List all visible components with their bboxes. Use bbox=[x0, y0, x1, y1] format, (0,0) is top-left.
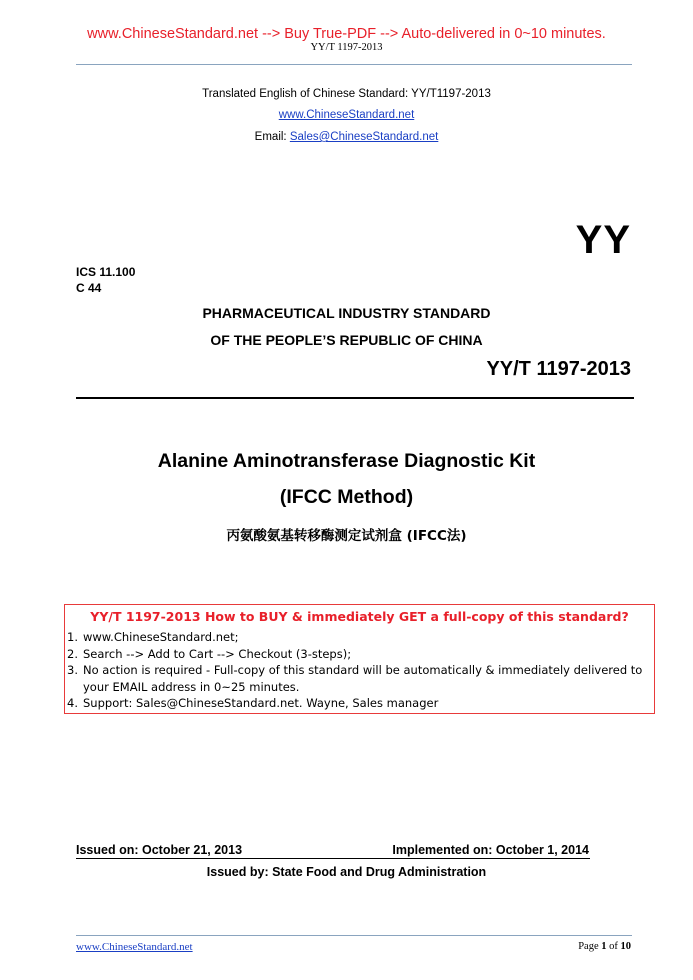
classification-codes bbox=[76, 264, 135, 296]
buy-box-title: YY/T 1197-2013 How to BUY & immediately GET a full-copy of this standard? bbox=[90, 609, 629, 624]
issue-divider bbox=[76, 858, 590, 859]
page-current: 1 bbox=[601, 941, 607, 952]
email-label: Email: bbox=[254, 131, 290, 143]
list-item bbox=[67, 646, 642, 663]
list-item-number: 4. bbox=[67, 696, 78, 710]
buy-instructions-box bbox=[64, 604, 655, 714]
translated-line: Translated English of Chinese Standard: YY/T1197-2013 bbox=[202, 88, 491, 100]
ccs-code: C 44 bbox=[76, 281, 102, 295]
standard-number: YY/T 1197-2013 bbox=[486, 358, 631, 380]
list-item-text: Search --> Add to Cart --> Checkout (3-steps); bbox=[83, 646, 352, 661]
buy-steps-list bbox=[67, 629, 642, 712]
page-of-label: of bbox=[606, 941, 621, 952]
list-item bbox=[67, 695, 642, 712]
title-divider bbox=[76, 397, 634, 399]
ics-code: ICS 11.100 bbox=[76, 265, 136, 279]
implemented-on: Implemented on: October 1, 2014 bbox=[392, 843, 589, 857]
list-item bbox=[67, 629, 642, 646]
list-item-number: 1. bbox=[67, 630, 78, 644]
email-link[interactable]: Sales@ChineseStandard.net bbox=[289, 131, 439, 143]
list-item-text: No action is required - Full-copy of this standard will be automatically & immediately delivered to bbox=[83, 663, 643, 677]
footer-page-number bbox=[578, 941, 631, 952]
category-code: YY bbox=[575, 218, 631, 262]
list-item-text: your EMAIL address in 0~25 minutes. bbox=[83, 679, 300, 694]
list-item bbox=[67, 662, 642, 679]
title-en-line2: (IFCC Method) bbox=[279, 486, 414, 508]
list-item-number: 3. bbox=[67, 663, 78, 677]
standard-type-line2: OF THE PEOPLE’S REPUBLIC OF CHINA bbox=[210, 332, 483, 348]
footer-website-link[interactable]: www.ChineseStandard.net bbox=[76, 941, 193, 953]
issued-by: Issued by: State Food and Drug Administration bbox=[206, 865, 487, 879]
list-item-text[interactable]: Support: Sales@ChineseStandard.net. Wayne, Sales manager bbox=[83, 696, 439, 710]
website-link[interactable]: www.ChineseStandard.net bbox=[278, 109, 415, 121]
email-line bbox=[0, 131, 693, 143]
promo-banner[interactable]: www.ChineseStandard.net --> Buy True-PDF --> Auto-delivered in 0~10 minutes. bbox=[87, 26, 606, 42]
header-divider bbox=[76, 64, 632, 65]
list-item-continuation bbox=[67, 679, 642, 696]
standard-type-line1: PHARMACEUTICAL INDUSTRY STANDARD bbox=[202, 305, 491, 321]
list-item-text[interactable]: www.ChineseStandard.net; bbox=[83, 630, 239, 644]
title-zh: 丙氨酸氨基转移酶测定试剂盒 (IFCC法) bbox=[226, 528, 467, 544]
page-label: Page bbox=[578, 941, 602, 952]
page-total: 10 bbox=[620, 941, 631, 952]
title-en-line1: Alanine Aminotransferase Diagnostic Kit bbox=[157, 450, 536, 472]
header-standard-code: YY/T 1197-2013 bbox=[310, 42, 383, 53]
list-item-number: 2. bbox=[67, 646, 78, 661]
issued-on: Issued on: October 21, 2013 bbox=[76, 843, 243, 857]
footer-divider bbox=[76, 935, 632, 936]
website-line bbox=[0, 109, 693, 121]
